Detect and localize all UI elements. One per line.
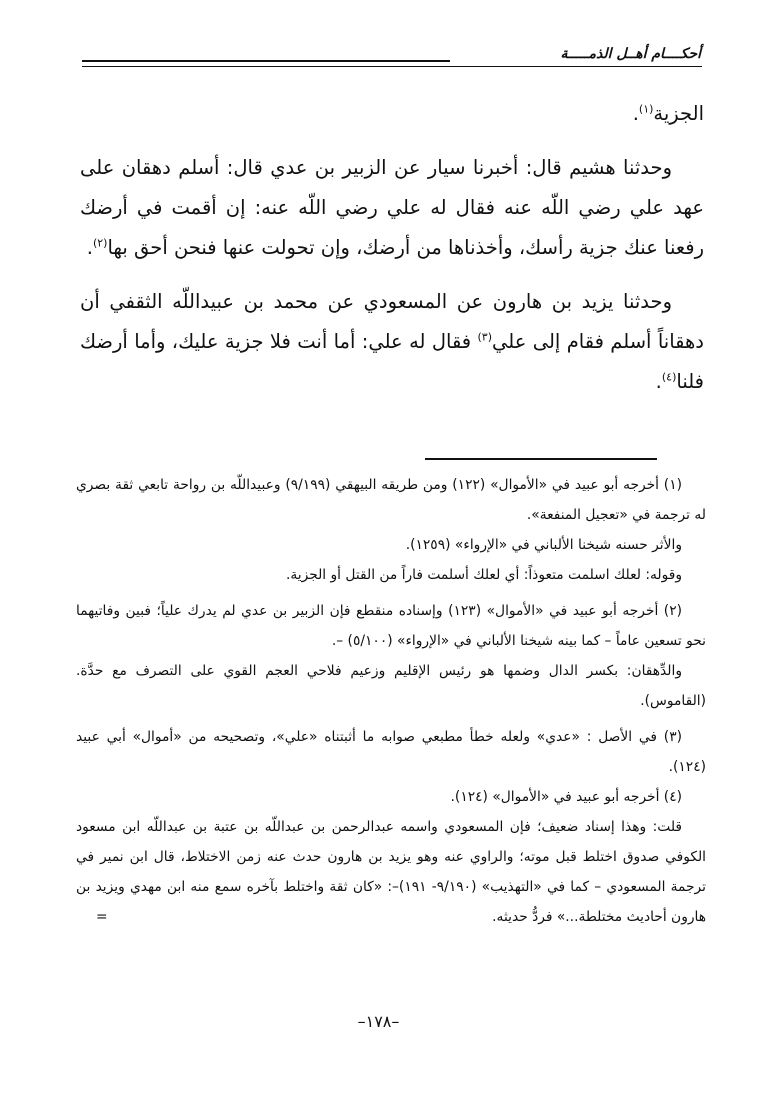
footnote-ref-4: (٤) — [661, 370, 677, 384]
footnote-2: (٢) أخرجه أبو عبيد في «الأموال» (١٢٣) وإسناده منقطع فإن الزبير بن عدي لم يدرك علياً؛ فبين وفاتيهما نحو تسعين عاماً – كما بينه شيخنا الألباني في «الإرواء» (٥/١٠٠) –. — [76, 603, 706, 649]
header-rule-thick — [82, 60, 450, 62]
footnote-1: (١) أخرجه أبو عبيد في «الأموال» (١٢٢) ومن طريقه البيهقي (٩/١٩٩) وعبيداللّه بن رواحة تابعي ثقة بصري له ترجمة في «تعجيل المنفعة». — [76, 477, 706, 523]
footnote-ref-2: (٢) — [92, 236, 108, 250]
main-text — [80, 94, 704, 402]
paragraph-3-text-b: فقال له علي: أما أنت فلا جزية عليك، وأما أرضك فلنا — [80, 330, 704, 393]
footnote-separator — [425, 458, 657, 460]
page-number: –١٧٨– — [357, 1012, 400, 1031]
footnote-2-b: والدِّهقان: بكسر الدال وضمها هو رئيس الإقليم وزعيم فلاحي العجم القوي على التصرف مع حدَّة. (القاموس). — [76, 663, 706, 709]
footnotes — [76, 470, 706, 932]
footnote-ref-3: (٣) — [477, 330, 493, 344]
paragraph-3-end: . — [655, 370, 662, 393]
continuation-mark: = — [96, 909, 108, 925]
header-rule-thin — [82, 66, 702, 67]
paragraph-1 — [80, 94, 704, 134]
footnote-ref-1: (١) — [638, 102, 654, 116]
footnote-4-b-text: قلت: وهذا إسناد ضعيف؛ فإن المسعودي واسمه عبدالرحمن بن عبداللّه بن عتبة بن عبداللّه ابن مسعود الكوفي صدوق اختلط قبل موته؛ والراوي عنه وهو يزيد بن هارون حدث عنه زمن الاختلاط، قال ابن نمير في ترجمة المسعودي – كما في «التهذيب» (٩/١٩٠- ١٩١)–: «كان ثقة واختلط بآخره سمع منه ابن مهدي ويزيد بن هارون أحاديث مختلطة...» فردُّ حديثه. — [76, 819, 706, 925]
footnote-3: (٣) في الأصل : «عدي» ولعله خطأ مطبعي صوابه ما أثبتناه «علي»، وتصحيحه من «أموال» أبي عبيد (١٢٤). — [76, 729, 706, 775]
footnote-4-b — [76, 812, 706, 932]
paragraph-2-text: وحدثنا هشيم قال: أخبرنا سيار عن الزبير بن عدي قال: أسلم دهقان على عهد علي رضي اللّه عنه فقال له علي رضي اللّه عنه: إن أقمت في أرضك رفعنا عنك جزية رأسك، وأخذناها من أرضك، وإن تحولت عنها فنحن أحق بها — [80, 156, 704, 259]
paragraph-3 — [80, 282, 704, 402]
footnote-1-b: والأثر حسنه شيخنا الألباني في «الإرواء» (١٢٥٩). — [405, 537, 682, 553]
paragraph-1-end: . — [632, 102, 639, 125]
paragraph-3-text-a: وحدثنا يزيد بن هارون عن المسعودي عن محمد بن عبيداللّه الثقفي أن دهقاناً أسلم فقام إلى علي — [80, 290, 704, 353]
paragraph-2-end: . — [86, 236, 93, 259]
footnote-4: (٤) أخرجه أبو عبيد في «الأموال» (١٢٤). — [450, 789, 682, 805]
paragraph-2 — [80, 148, 704, 268]
running-header-title: أحكــــام أهــل الذمـــــة — [557, 46, 701, 62]
paragraph-1-text: الجزية — [653, 102, 704, 125]
footnote-1-c: وقوله: لعلك اسلمت متعوذاً: أي لعلك أسلمت فاراً من القتل أو الجزية. — [285, 567, 682, 583]
